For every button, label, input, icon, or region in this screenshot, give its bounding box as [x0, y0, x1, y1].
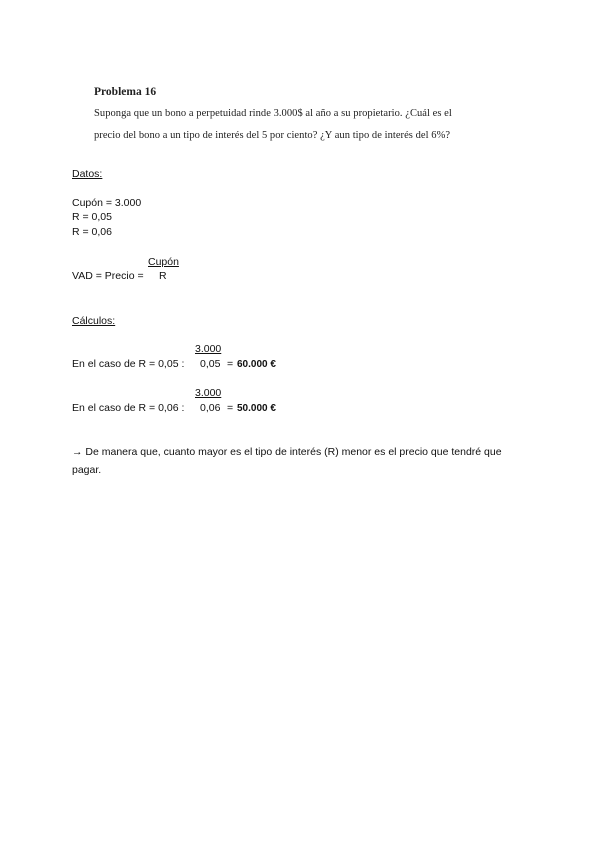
case1-result: 60.000 € [237, 358, 276, 370]
case1-numerator: 3.000 [195, 343, 222, 355]
case1-equals: = [227, 358, 234, 370]
formula-numerator: Cupón [148, 256, 179, 268]
case2-result: 50.000 € [237, 402, 276, 414]
case2-equals: = [227, 402, 234, 414]
formula-lhs: VAD = Precio = [72, 270, 144, 282]
problem-statement-image [94, 86, 514, 147]
case1-denominator: 0,05 [200, 358, 221, 370]
problem-text-line-1: Suponga que un bono a perpetuidad rinde 3.000$ al año a su propietario. ¿Cuál es el [94, 108, 452, 119]
case2-denominator: 0,06 [200, 402, 221, 414]
case1-label: En el caso de R = 0,05 : [72, 358, 185, 370]
problem-title: Problema 16 [94, 86, 157, 98]
conclusion-line-1: → De manera que, cuanto mayor es el tipo de interés (R) menor es el precio que tendré que [72, 446, 502, 458]
datos-item-cupon: Cupón = 3.000 [72, 197, 142, 209]
conclusion-line-2: pagar. [72, 464, 102, 476]
case2-label: En el caso de R = 0,06 : [72, 402, 185, 414]
datos-item-r2: R = 0,06 [72, 226, 112, 238]
formula-denominator: R [159, 270, 167, 282]
problem-text-line-2: precio del bono a un tipo de interés del 5 por ciento? ¿Y aun tipo de interés del 6%? [94, 130, 451, 141]
calculos-heading: Cálculos: [72, 315, 116, 327]
case2-numerator: 3.000 [195, 387, 222, 399]
datos-heading: Datos: [72, 168, 103, 180]
datos-item-r1: R = 0,05 [72, 211, 112, 223]
